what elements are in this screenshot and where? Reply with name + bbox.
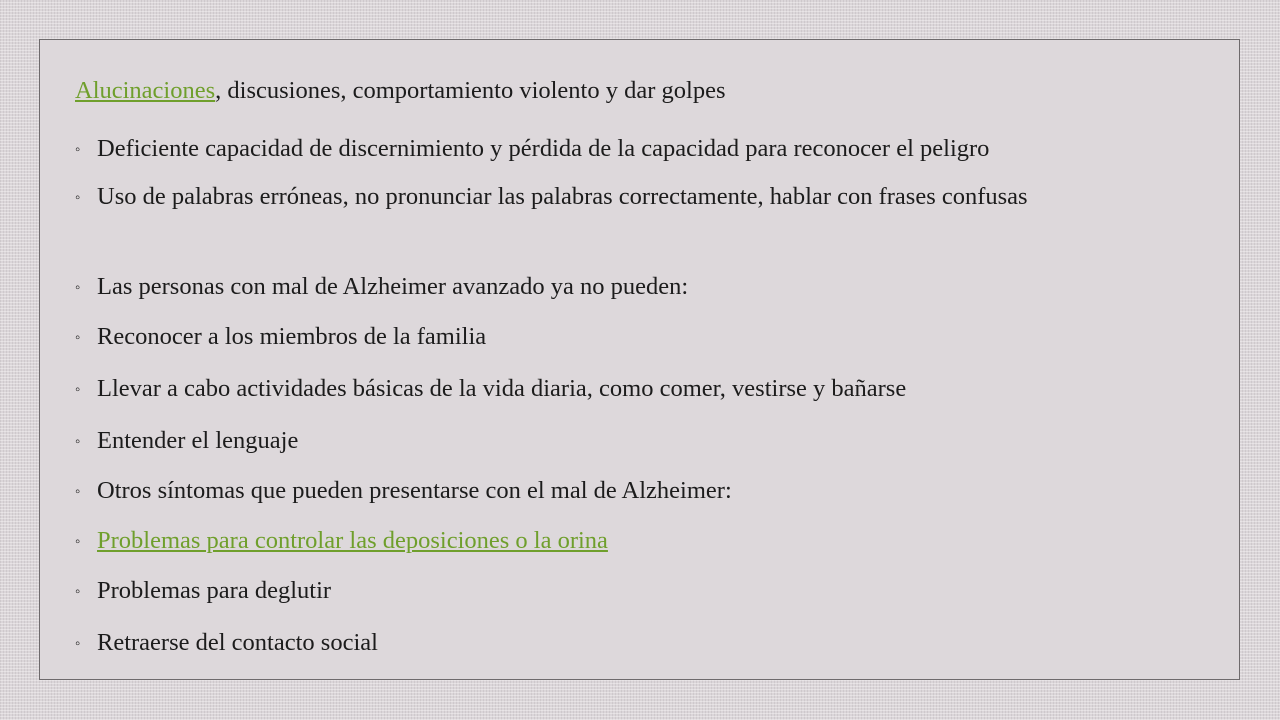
list-item-text: Otros síntomas que pueden presentarse con el mal de Alzheimer: bbox=[97, 477, 732, 504]
alucinaciones-link[interactable]: Alucinaciones bbox=[75, 77, 216, 104]
list-item bbox=[75, 526, 1247, 557]
list-item-text: Reconocer a los miembros de la familia bbox=[97, 323, 487, 350]
bullet-icon: ◦ bbox=[75, 534, 81, 550]
bullet-icon: ◦ bbox=[75, 190, 81, 206]
list-item bbox=[75, 374, 1247, 405]
bullet-icon: ◦ bbox=[75, 382, 81, 398]
bullet-icon: ◦ bbox=[75, 330, 81, 346]
list-item bbox=[75, 134, 1247, 165]
bullet-icon: ◦ bbox=[75, 636, 81, 652]
list-item-text: Llevar a cabo actividades básicas de la vida diaria, como comer, vestirse y bañarse bbox=[97, 375, 907, 402]
list-item-text: Deficiente capacidad de discernimiento y pérdida de la capacidad para reconocer el peligro bbox=[97, 135, 990, 162]
list-item bbox=[75, 476, 1247, 507]
list-item bbox=[75, 628, 1247, 659]
deposiciones-link[interactable]: Problemas para controlar las deposiciones o la orina bbox=[97, 527, 608, 554]
list-item bbox=[75, 272, 1247, 303]
bullet-icon: ◦ bbox=[75, 584, 81, 600]
list-item-rest-text: , discusiones, comportamiento violento y dar golpes bbox=[215, 77, 726, 104]
list-item bbox=[75, 182, 1247, 213]
bullet-icon: ◦ bbox=[75, 280, 81, 296]
bullet-icon: ◦ bbox=[75, 434, 81, 450]
list-item bbox=[75, 322, 1247, 353]
list-item-text: Entender el lenguaje bbox=[97, 427, 299, 454]
list-item-first bbox=[75, 76, 1247, 106]
list-item-text: Retraerse del contacto social bbox=[97, 629, 378, 656]
list-item-text bbox=[75, 76, 1247, 106]
list-item bbox=[75, 576, 1247, 607]
bullet-icon: ◦ bbox=[75, 484, 81, 500]
list-item-text: Las personas con mal de Alzheimer avanzado ya no pueden: bbox=[97, 273, 689, 300]
list-item-text: Uso de palabras erróneas, no pronunciar las palabras correctamente, hablar con frases confusas bbox=[97, 183, 1028, 210]
list-item bbox=[75, 426, 1247, 457]
list-item-text: Problemas para deglutir bbox=[97, 577, 332, 604]
bullet-icon: ◦ bbox=[75, 142, 81, 158]
